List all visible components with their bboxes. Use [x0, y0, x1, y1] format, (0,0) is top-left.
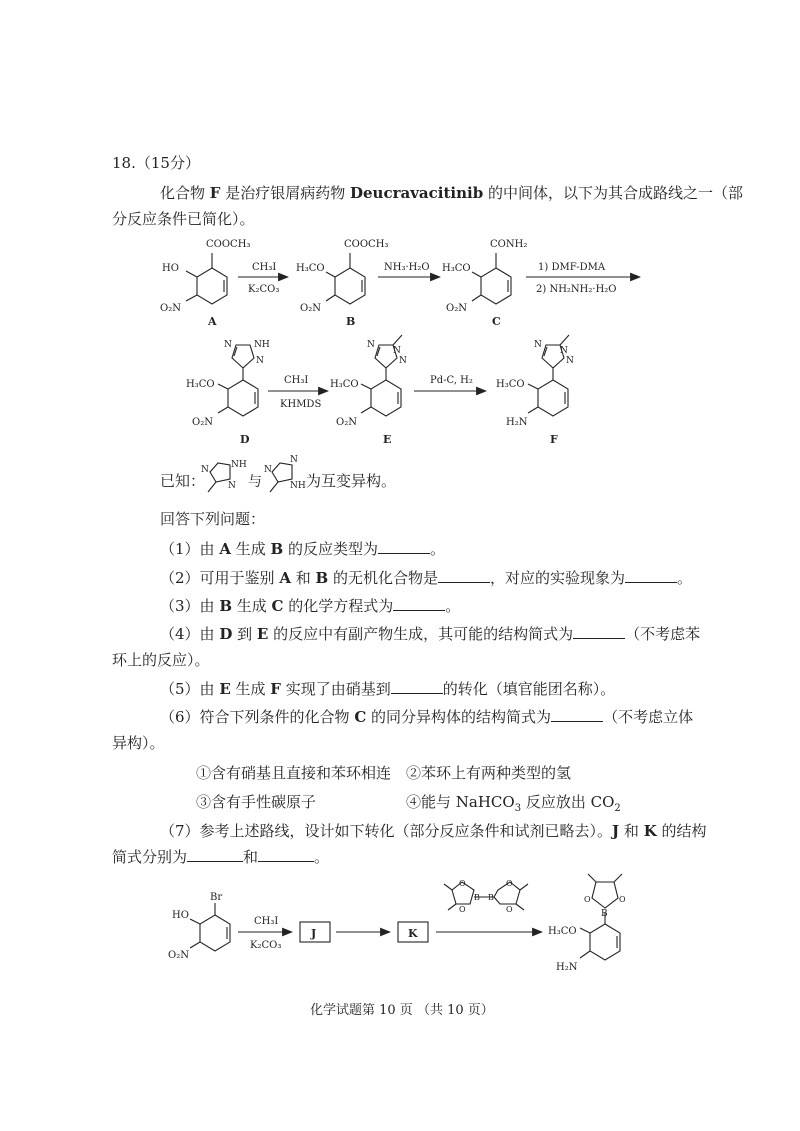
- answer-blank-4[interactable]: [573, 624, 625, 639]
- box-K: [398, 922, 428, 942]
- tautomer-structures: [198, 452, 308, 502]
- svg-text:H₃CO: H₃CO: [496, 379, 525, 390]
- svg-text:O: O: [619, 895, 626, 904]
- svg-text:E: E: [383, 433, 392, 446]
- answer-blank-3[interactable]: [393, 596, 445, 611]
- compound-B: [296, 239, 388, 328]
- reaction-arrow-1: [238, 262, 288, 295]
- subquestion-3: （3）由 B 生成 C 的化学方程式为 。: [160, 597, 461, 615]
- reaction-arrow-4: [268, 375, 328, 410]
- svg-text:N: N: [393, 346, 401, 356]
- svg-text:NH₃·H₂O: NH₃·H₂O: [384, 262, 430, 273]
- svg-text:与: 与: [248, 474, 262, 490]
- svg-text:K₂CO₃: K₂CO₃: [250, 940, 282, 951]
- compound-A: [160, 239, 250, 328]
- svg-text:B: B: [474, 893, 480, 902]
- svg-text:B: B: [488, 893, 494, 902]
- condition-3: ③含有手性碳原子: [196, 793, 317, 811]
- svg-text:NH: NH: [290, 481, 306, 491]
- answer-blank-5[interactable]: [391, 679, 443, 694]
- subquestion-4-line-2: 环上的反应）。: [112, 651, 210, 669]
- reaction-arrow-5: [414, 375, 486, 391]
- svg-text:N: N: [399, 356, 407, 366]
- starting-material: [168, 892, 230, 961]
- svg-text:B: B: [601, 909, 608, 919]
- svg-text:H₃CO: H₃CO: [442, 263, 471, 274]
- svg-text:K₂CO₃: K₂CO₃: [248, 284, 280, 295]
- tautomer-1: [201, 460, 247, 492]
- subquestion-7-line-2: 简式分别为 和 。: [112, 848, 330, 866]
- svg-text:N: N: [367, 340, 375, 350]
- svg-text:Br: Br: [210, 892, 223, 903]
- svg-text:COOCH₃: COOCH₃: [206, 239, 251, 250]
- svg-text:1) DMF-DMA: 1) DMF-DMA: [538, 262, 606, 273]
- svg-text:H₃CO: H₃CO: [330, 379, 359, 390]
- subquestion-5: （5）由 E 生成 F 实现了由硝基到 的转化（填官能团名称）。: [160, 680, 616, 698]
- svg-text:H₂N: H₂N: [556, 962, 578, 973]
- svg-text:2) NH₂NH₂·H₂O: 2) NH₂NH₂·H₂O: [536, 284, 617, 295]
- svg-text:N: N: [534, 340, 542, 350]
- condition-1: ①含有硝基且直接和苯环相连: [196, 764, 392, 782]
- intro-line-1: 化合物 F 是治疗银屑病药物 Deucravacitinib 的中间体，以下为其合成路线之一（部: [160, 184, 743, 202]
- svg-text:CH₃I: CH₃I: [254, 916, 279, 927]
- svg-text:O: O: [459, 905, 466, 914]
- answer-prompt: 回答下列问题：: [160, 510, 266, 528]
- subquestion-2: （2）可用于鉴别 A 和 B 的无机化合物是 ，对应的实验现象为 。: [160, 569, 692, 587]
- known-suffix: 为互变异构。: [306, 472, 397, 490]
- svg-text:H₃CO: H₃CO: [296, 263, 325, 274]
- svg-text:O: O: [506, 905, 513, 914]
- svg-text:K: K: [408, 927, 418, 940]
- subquestion-6: （6）符合下列条件的化合物 C 的同分异构体的结构简式为 （不考虑立体: [160, 708, 694, 726]
- question-header: [112, 152, 200, 174]
- svg-text:O: O: [459, 879, 466, 888]
- svg-text:H₂N: H₂N: [506, 417, 528, 428]
- svg-text:F: F: [550, 433, 558, 446]
- subquestion-7: （7）参考上述路线，设计如下转化（部分反应条件和试剂已略去）。J 和 K 的结构: [160, 822, 707, 840]
- svg-text:H₃CO: H₃CO: [548, 926, 577, 937]
- svg-text:O₂N: O₂N: [192, 417, 213, 428]
- answer-blank-2a[interactable]: [438, 568, 490, 583]
- box-J: [300, 922, 330, 942]
- svg-text:N: N: [566, 356, 574, 366]
- svg-text:J: J: [311, 927, 317, 940]
- svg-text:HO: HO: [172, 910, 189, 921]
- answer-blank-7b[interactable]: [258, 847, 314, 862]
- subquestion-4: （4）由 D 到 E 的反应中有副产物生成，其可能的结构简式为 （不考虑苯: [160, 625, 701, 643]
- page-footer: 化学试题第 10 页 （共 10 页）: [310, 1003, 494, 1018]
- condition-2: ②苯环上有两种类型的氢: [406, 764, 572, 782]
- answer-blank-2b[interactable]: [625, 568, 677, 583]
- reaction-arrow-q7-1: [238, 916, 292, 951]
- compound-C: [442, 239, 527, 328]
- compound-E: [330, 335, 407, 446]
- svg-text:H₃CO: H₃CO: [186, 379, 215, 390]
- svg-text:N: N: [228, 481, 236, 491]
- svg-text:Pd-C, H₂: Pd-C, H₂: [430, 375, 473, 386]
- svg-text:N: N: [290, 455, 298, 465]
- svg-text:N: N: [224, 340, 232, 350]
- answer-blank-1[interactable]: [378, 539, 430, 554]
- synthesis-scheme: [0, 225, 800, 450]
- svg-text:O: O: [506, 879, 513, 888]
- svg-text:HO: HO: [162, 263, 179, 274]
- svg-text:COOCH₃: COOCH₃: [344, 239, 389, 250]
- compound-F: [496, 335, 574, 446]
- svg-text:N: N: [256, 356, 264, 366]
- reaction-arrow-2: [378, 262, 440, 277]
- svg-text:O₂N: O₂N: [168, 950, 189, 961]
- final-product: [548, 874, 626, 973]
- reaction-arrow-3: [526, 262, 640, 295]
- svg-text:A: A: [208, 315, 217, 328]
- condition-4: ④能与 NaHCO$_3$ 反应放出 $CO_2$: [406, 793, 621, 814]
- question-number: 18.: [112, 154, 136, 172]
- bis-pinacolato-diboron: [444, 879, 528, 914]
- svg-text:C: C: [492, 315, 501, 328]
- tautomer-2: [264, 455, 306, 492]
- svg-text:B: B: [346, 315, 356, 328]
- svg-text:O₂N: O₂N: [300, 303, 321, 314]
- svg-text:N: N: [201, 465, 209, 475]
- subquestion-6-line-2: 异构）。: [112, 734, 165, 752]
- svg-text:O₂N: O₂N: [336, 417, 357, 428]
- svg-text:KHMDS: KHMDS: [280, 399, 322, 410]
- known-label: 已知：: [160, 472, 206, 490]
- svg-text:O: O: [584, 895, 591, 904]
- svg-text:NH: NH: [254, 340, 270, 350]
- svg-text:CH₃I: CH₃I: [252, 262, 277, 273]
- svg-text:CONH₂: CONH₂: [490, 239, 528, 250]
- answer-blank-7a[interactable]: [187, 847, 243, 862]
- svg-text:D: D: [240, 433, 250, 446]
- compound-D: [186, 340, 270, 446]
- answer-blank-6[interactable]: [551, 707, 603, 722]
- svg-text:NH: NH: [231, 460, 247, 470]
- intro-line-2: 分反应条件已简化）。: [112, 210, 255, 228]
- svg-text:CH₃I: CH₃I: [284, 375, 309, 386]
- scheme-q7: [0, 868, 800, 983]
- svg-text:N: N: [264, 465, 272, 475]
- svg-text:O₂N: O₂N: [160, 303, 181, 314]
- drug-name: Deucravacitinib: [349, 184, 484, 202]
- svg-text:O₂N: O₂N: [446, 303, 467, 314]
- question-score: （15分）: [135, 154, 200, 172]
- svg-text:N: N: [560, 346, 568, 356]
- subquestion-1: （1）由 A 生成 B 的反应类型为 。: [160, 540, 445, 558]
